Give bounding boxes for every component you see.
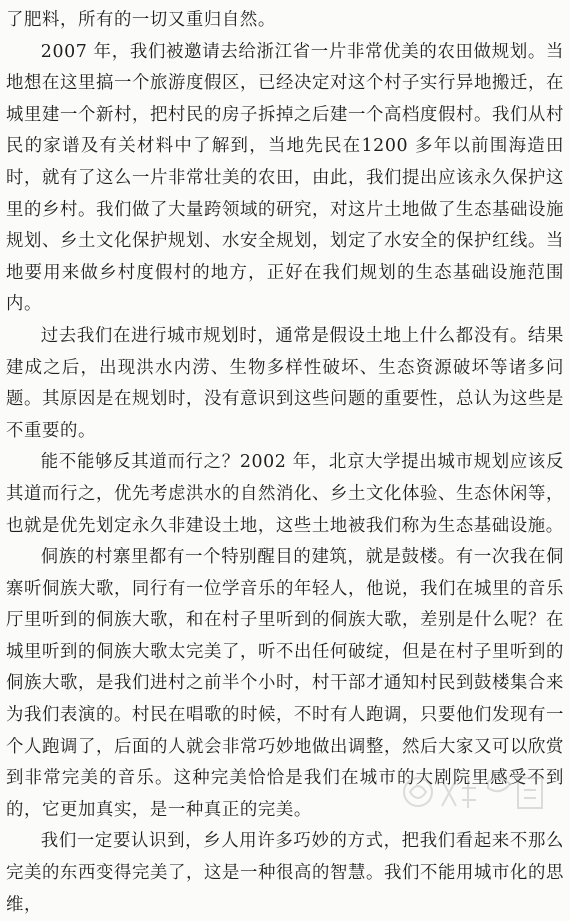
paragraph-dong-village: 侗族的村寨里都有一个特别醒目的建筑，就是鼓楼。有一次我在侗寨听侗族大歌，同行有一位学音乐的年轻人，他说，我们在城里的音乐厅里听到的侗族大歌，和在村子里听到的侗族大歌，差别是什么呢？在城里听到的侗族大歌太完美了，听不出任何破绽，但是在村子里听到的侗族大歌，是我们进村之前半个小时，村干部才通知村民到鼓楼集合来为我们表演的。村民在唱歌的时候，不时有人跑调，只要他们发现有一个人跑调了，后面的人就会非常巧妙地做出调整，然后大家又可以欣赏到非常完美的音乐。这种完美恰恰是我们在城市的大剧院里感受不到的，它更加真实，是一种真正的完美。	[6, 547, 564, 820]
watermark-logo	[392, 770, 560, 816]
paragraph-past-planning: 过去我们在进行城市规划时，通常是假设土地上什么都没有。结果建成之后，出现洪水内涝、生物多样性破坏、生态资源破坏等诸多问题。其原因是在规划时，没有意识到这些问题的重要性，总认为这些是不重要的。	[6, 325, 564, 441]
paragraph-wisdom: 我们一定要认识到，乡人用许多巧妙的方式，把我们看起来不那么完美的东西变得完美了，这是一种很高的智慧。我们不能用城市化的思维，	[6, 831, 564, 915]
paragraph-continuation: 了肥料，所有的一切又重归自然。	[6, 10, 276, 30]
paragraph-2007-planning: 2007 年，我们被邀请去给浙江省一片非常优美的农田做规划。当地想在这里搞一个旅游度假区，已经决定对这个村子实行异地搬迁，在城里建一个新村，把村民的房子拆掉之后建一个高档度假村。我们从村民的家谱及有关材料中了解到，当地先民在1200 多年以前围海造田时，就有了这么一片非常壮美的农田，由此，我们提出应该永久保护这里的乡村。我们做了大量跨领域的研究，对这片土地做了生态基础设施规划、乡土文化保护规划、水安全规划，划定了水安全的保护红线。当地要用来做乡村度假村的地方，正好在我们规划的生态基础设施范围内。	[6, 41, 564, 315]
paragraph-reverse-approach: 能不能够反其道而行之？2002 年，北京大学提出城市规划应该反其道而行之，优先考虑洪水的自然消化、乡土文化体验、生态休闲等，也就是优先划定永久非建设土地，这些土地被我们称为生态基础设施。	[6, 452, 564, 536]
